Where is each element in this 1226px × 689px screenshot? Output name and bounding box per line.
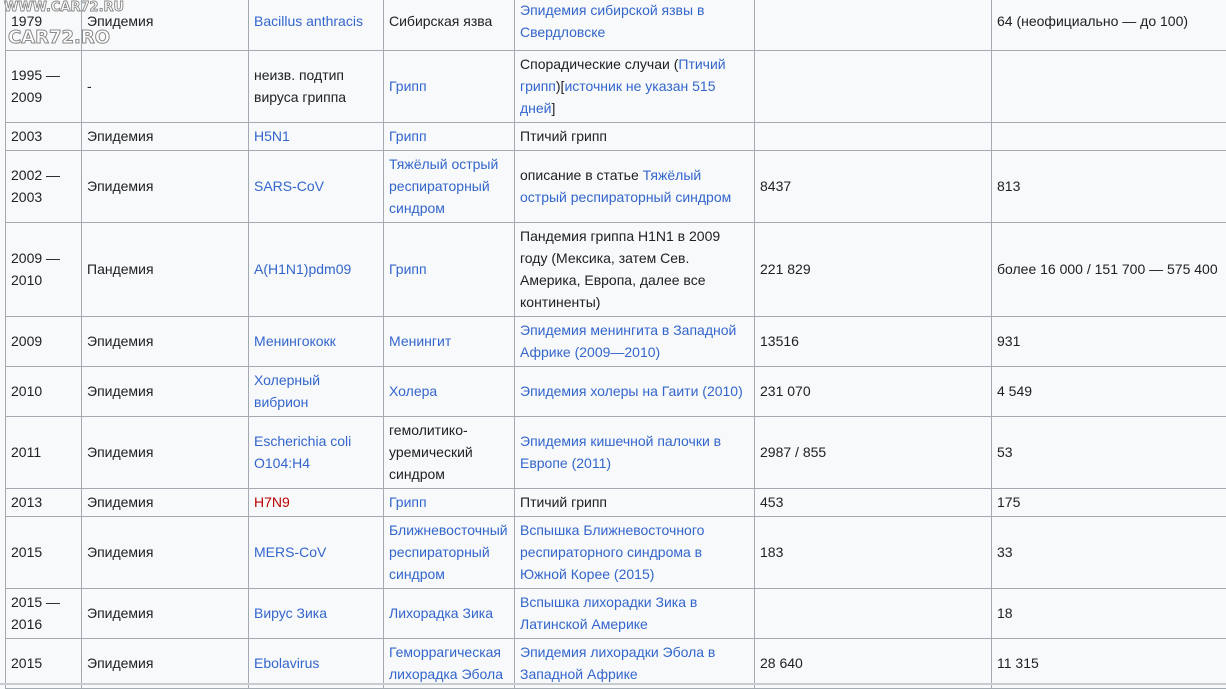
pathogen-cell <box>249 51 384 123</box>
year-cell <box>6 639 82 689</box>
deaths-cell <box>992 51 1226 123</box>
pathogen-cell <box>249 639 384 689</box>
type-cell-text: - <box>87 78 92 94</box>
pathogen-cell <box>249 489 384 517</box>
pathogen-cell-text[interactable]: Менингококк <box>254 333 336 349</box>
description-cell <box>515 367 755 417</box>
table-row <box>6 517 1226 589</box>
cases-cell-text: 2987 / 855 <box>760 444 826 460</box>
cases-cell-text: 13516 <box>760 333 799 349</box>
disease-cell <box>384 517 515 589</box>
type-cell-text: Эпидемия <box>87 494 153 510</box>
table-row <box>6 489 1226 517</box>
year-cell <box>6 417 82 489</box>
year-cell-text: 2009 — 2010 <box>11 250 60 288</box>
table-row <box>6 367 1226 417</box>
year-cell <box>6 317 82 367</box>
watermark-line2: CAR72.RO <box>8 27 110 48</box>
pathogen-cell <box>249 589 384 639</box>
pathogen-cell <box>249 517 384 589</box>
type-cell-text: Эпидемия <box>87 13 153 29</box>
type-cell-text: Эпидемия <box>87 178 153 194</box>
type-cell <box>82 0 249 51</box>
deaths-cell-text: 53 <box>997 444 1013 460</box>
table-row <box>6 639 1226 689</box>
description-text: )[ <box>556 78 565 94</box>
description-text: Птичий грипп <box>520 494 607 510</box>
pathogen-cell <box>249 367 384 417</box>
description-text: Пандемия гриппа H1N1 в 2009 году (Мексика, затем Сев. Америка, Европа, далее все континенты) <box>520 228 720 310</box>
cases-cell-text: 453 <box>760 494 783 510</box>
disease-cell-text: гемолитико-уремический синдром <box>389 422 473 482</box>
disease-cell <box>384 123 515 151</box>
deaths-cell <box>992 417 1226 489</box>
description-text: Спорадические случаи ( <box>520 56 678 72</box>
cases-cell <box>755 123 992 151</box>
pathogen-cell-text[interactable]: A(H1N1)pdm09 <box>254 261 351 277</box>
disease-cell-text[interactable]: Холера <box>389 383 437 399</box>
table-body <box>6 0 1226 689</box>
type-cell <box>82 151 249 223</box>
year-cell-text: 1979 <box>11 13 42 29</box>
deaths-cell-text: более 16 000 / 151 700 — 575 400 <box>997 261 1218 277</box>
year-cell <box>6 589 82 639</box>
year-cell-text: 2015 <box>11 544 42 560</box>
pathogen-cell-text[interactable]: Escherichia coli O104:H4 <box>254 433 351 471</box>
type-cell-text: Пандемия <box>87 261 154 277</box>
type-cell <box>82 489 249 517</box>
disease-cell <box>384 589 515 639</box>
epidemics-table <box>5 0 1226 689</box>
pathogen-cell <box>249 151 384 223</box>
year-cell-text: 2015 <box>11 655 42 671</box>
type-cell <box>82 417 249 489</box>
pathogen-cell <box>249 0 384 51</box>
description-link[interactable]: источник не указан 515 дней <box>520 78 716 116</box>
year-cell <box>6 489 82 517</box>
description-cell <box>515 223 755 317</box>
description-cell <box>515 417 755 489</box>
disease-cell <box>384 317 515 367</box>
deaths-cell-text: 33 <box>997 544 1013 560</box>
description-cell <box>515 0 755 51</box>
deaths-cell <box>992 639 1226 689</box>
pathogen-cell <box>249 123 384 151</box>
year-cell <box>6 367 82 417</box>
disease-cell-text[interactable]: Грипп <box>389 261 427 277</box>
disease-cell <box>384 639 515 689</box>
table-row <box>6 151 1226 223</box>
description-cell <box>515 639 755 689</box>
description-link[interactable]: Эпидемия сибирской язвы в Свердловске <box>520 2 704 40</box>
table-row <box>6 123 1226 151</box>
type-cell <box>82 223 249 317</box>
pathogen-cell-text[interactable]: MERS-CoV <box>254 544 326 560</box>
deaths-cell <box>992 367 1226 417</box>
pathogen-cell <box>249 317 384 367</box>
description-link[interactable]: Эпидемия холеры на Гаити (2010) <box>520 383 743 399</box>
table-row <box>6 223 1226 317</box>
type-cell <box>82 517 249 589</box>
cases-cell <box>755 589 992 639</box>
cases-cell <box>755 417 992 489</box>
pathogen-cell-text[interactable]: H5N1 <box>254 128 290 144</box>
description-cell <box>515 317 755 367</box>
cases-cell <box>755 489 992 517</box>
disease-cell-text[interactable]: Геморрагическая лихорадка Эбола <box>389 644 503 682</box>
year-cell-text: 2011 <box>11 444 41 460</box>
pathogen-cell-text[interactable]: Вирус Зика <box>254 605 327 621</box>
deaths-cell <box>992 489 1226 517</box>
description-cell <box>515 51 755 123</box>
year-cell-text: 1995 — 2009 <box>11 67 60 105</box>
pathogen-cell-text[interactable]: Ebolavirus <box>254 655 319 671</box>
description-text: описание в статье <box>520 167 643 183</box>
type-cell <box>82 589 249 639</box>
disease-cell-text[interactable]: Грипп <box>389 128 427 144</box>
description-link[interactable]: Птичий грипп <box>520 56 726 94</box>
deaths-cell <box>992 151 1226 223</box>
disease-cell-text[interactable]: Грипп <box>389 78 427 94</box>
pathogen-cell-text[interactable]: Bacillus anthracis <box>254 13 363 29</box>
deaths-cell-text: 4 549 <box>997 383 1032 399</box>
deaths-cell-text: 11 315 <box>997 655 1039 671</box>
description-link[interactable]: Эпидемия лихорадки Эбола в Западной Африке <box>520 644 715 682</box>
description-cell <box>515 517 755 589</box>
disease-cell <box>384 151 515 223</box>
deaths-cell <box>992 317 1226 367</box>
cases-cell-text: 28 640 <box>760 655 803 671</box>
description-cell <box>515 123 755 151</box>
description-text: ] <box>552 100 556 116</box>
description-link[interactable]: Вспышка лихорадки Зика в Латинской Америке <box>520 594 697 632</box>
cases-cell-text: 231 070 <box>760 383 811 399</box>
disease-cell-text[interactable]: Менингит <box>389 333 451 349</box>
disease-cell <box>384 367 515 417</box>
type-cell-text: Эпидемия <box>87 655 153 671</box>
disease-cell <box>384 0 515 51</box>
deaths-cell <box>992 517 1226 589</box>
description-text: Птичий грипп <box>520 128 607 144</box>
description-link[interactable]: Эпидемия менингита в Западной Африке (2009—2010) <box>520 322 736 360</box>
description-cell <box>515 151 755 223</box>
year-cell <box>6 51 82 123</box>
year-cell-text: 2013 <box>11 494 42 510</box>
disease-cell-text[interactable]: Тяжёлый острый респираторный синдром <box>389 156 498 216</box>
deaths-cell-text: 931 <box>997 333 1020 349</box>
type-cell <box>82 639 249 689</box>
disease-cell <box>384 417 515 489</box>
cases-cell <box>755 317 992 367</box>
description-cell <box>515 589 755 639</box>
deaths-cell-text: 64 (неофициально — до 100) <box>997 13 1188 29</box>
cases-cell-text: 183 <box>760 544 783 560</box>
pathogen-cell-text[interactable]: H7N9 <box>254 494 290 510</box>
disease-cell-text[interactable]: Грипп <box>389 494 427 510</box>
deaths-cell <box>992 123 1226 151</box>
description-link[interactable]: Эпидемия кишечной палочки в Европе (2011) <box>520 433 721 471</box>
cases-cell <box>755 51 992 123</box>
disease-cell-text[interactable]: Ближневосточный респираторный синдром <box>389 522 508 582</box>
disease-cell-text: Сибирская язва <box>389 13 492 29</box>
year-cell <box>6 517 82 589</box>
pathogen-cell-text: неизв. подтип вируса гриппа <box>254 67 346 105</box>
year-cell-text: 2002 — 2003 <box>11 167 60 205</box>
year-cell-text: 2010 <box>11 383 42 399</box>
deaths-cell <box>992 223 1226 317</box>
year-cell-text: 2015 — 2016 <box>11 594 60 632</box>
year-cell <box>6 0 82 51</box>
cases-cell <box>755 517 992 589</box>
disease-cell <box>384 489 515 517</box>
cases-cell <box>755 367 992 417</box>
year-cell <box>6 223 82 317</box>
cases-cell-text: 221 829 <box>760 261 811 277</box>
pathogen-cell-text[interactable]: SARS-CoV <box>254 178 324 194</box>
deaths-cell-text: 175 <box>997 494 1020 510</box>
cases-cell <box>755 639 992 689</box>
year-cell <box>6 151 82 223</box>
cases-cell-text: 8437 <box>760 178 791 194</box>
pathogen-cell <box>249 417 384 489</box>
disease-cell <box>384 51 515 123</box>
year-cell-text: 2009 <box>11 333 42 349</box>
description-cell <box>515 489 755 517</box>
type-cell-text: Эпидемия <box>87 128 153 144</box>
pathogen-cell <box>249 223 384 317</box>
type-cell-text: Эпидемия <box>87 383 153 399</box>
deaths-cell <box>992 589 1226 639</box>
year-cell-text: 2003 <box>11 128 42 144</box>
pathogen-cell-text[interactable]: Холерный вибрион <box>254 372 320 410</box>
deaths-cell-text: 813 <box>997 178 1020 194</box>
type-cell <box>82 123 249 151</box>
cases-cell <box>755 151 992 223</box>
description-link[interactable]: Тяжёлый острый респираторный синдром <box>520 167 731 205</box>
description-link[interactable]: Вспышка Ближневосточного респираторного синдрома в Южной Корее (2015) <box>520 522 704 582</box>
type-cell-text: Эпидемия <box>87 444 153 460</box>
deaths-cell-text: 18 <box>997 605 1013 621</box>
table-row <box>6 417 1226 489</box>
disease-cell-text[interactable]: Лихорадка Зика <box>389 605 493 621</box>
table-row <box>6 589 1226 639</box>
watermark-line1: WWW.CAR72.RU <box>4 0 124 15</box>
type-cell <box>82 367 249 417</box>
type-cell-text: Эпидемия <box>87 333 153 349</box>
type-cell-text: Эпидемия <box>87 544 153 560</box>
year-cell <box>6 123 82 151</box>
disease-cell <box>384 223 515 317</box>
type-cell-text: Эпидемия <box>87 605 153 621</box>
cases-cell <box>755 223 992 317</box>
table-row <box>6 0 1226 51</box>
table-row <box>6 317 1226 367</box>
type-cell <box>82 317 249 367</box>
cases-cell <box>755 0 992 51</box>
table-row <box>6 51 1226 123</box>
type-cell <box>82 51 249 123</box>
deaths-cell <box>992 0 1226 51</box>
